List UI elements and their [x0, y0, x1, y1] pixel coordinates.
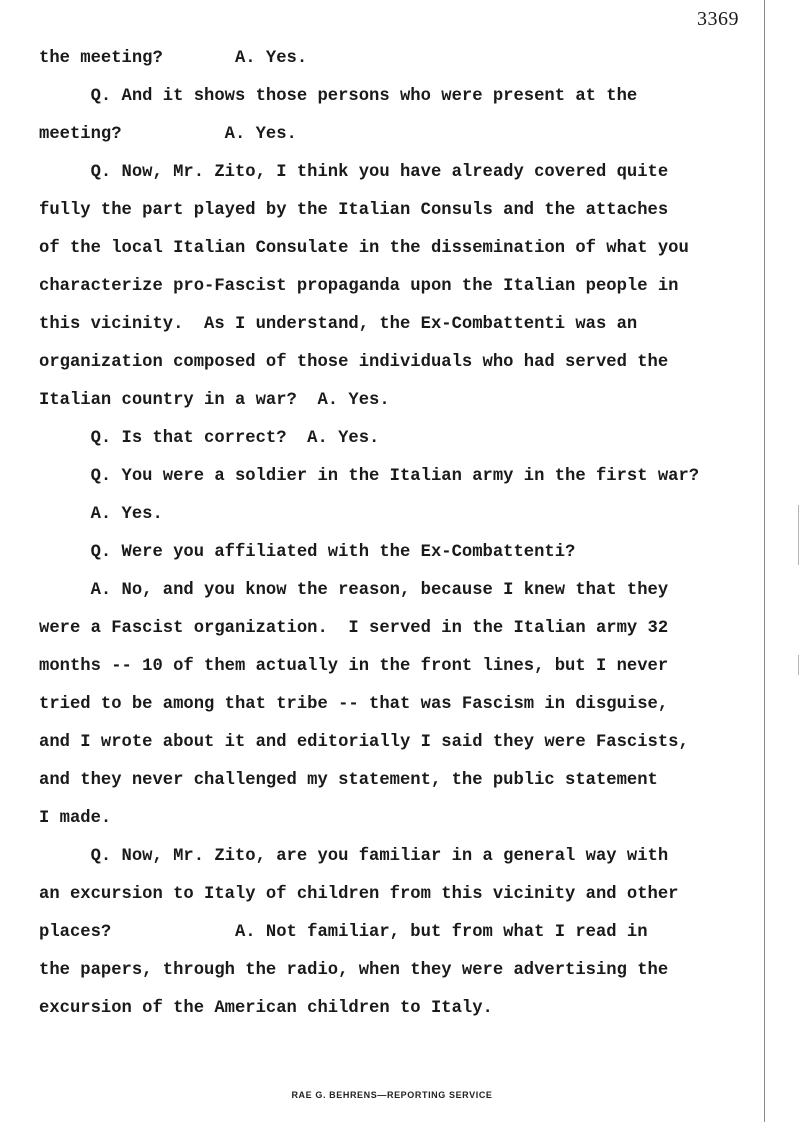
- transcript-line: excursion of the American children to Italy.: [39, 999, 493, 1018]
- transcript-body: [39, 40, 799, 1028]
- transcript-line: fully the part played by the Italian Consuls and the attaches: [39, 201, 669, 220]
- transcript-line: I made.: [39, 809, 112, 828]
- transcript-line: meeting? A. Yes.: [39, 125, 297, 144]
- transcript-line: the meeting? A. Yes.: [39, 49, 308, 68]
- transcript-line: Q. Were you affiliated with the Ex-Combattenti?: [39, 543, 576, 562]
- transcript-line: places? A. Not familiar, but from what I read in: [39, 923, 648, 942]
- transcript-line: this vicinity. As I understand, the Ex-Combattenti was an: [39, 315, 638, 334]
- transcript-line: the papers, through the radio, when they were advertising the: [39, 961, 669, 980]
- transcript-line: organization composed of those individuals who had served the: [39, 353, 669, 372]
- transcript-line: Q. You were a soldier in the Italian army in the first war?: [39, 467, 700, 486]
- transcript-line: tried to be among that tribe -- that was Fascism in disguise,: [39, 695, 669, 714]
- transcript-line: an excursion to Italy of children from this vicinity and other: [39, 885, 679, 904]
- transcript-line: and they never challenged my statement, the public statement: [39, 771, 658, 790]
- transcript-line: A. No, and you know the reason, because I knew that they: [39, 581, 669, 600]
- reporting-service-footer: RAE G. BEHRENS—REPORTING SERVICE: [291, 1090, 493, 1100]
- transcript-line: A. Yes.: [39, 505, 163, 524]
- page-number: 3369: [697, 8, 739, 30]
- transcript-line: were a Fascist organization. I served in the Italian army 32: [39, 619, 669, 638]
- transcript-line: Q. Now, Mr. Zito, I think you have already covered quite: [39, 163, 669, 182]
- transcript-line: Q. Now, Mr. Zito, are you familiar in a general way with: [39, 847, 669, 866]
- transcript-line: characterize pro-Fascist propaganda upon the Italian people in: [39, 277, 679, 296]
- transcript-line: Q. And it shows those persons who were present at the: [39, 87, 638, 106]
- transcript-line: Italian country in a war? A. Yes.: [39, 391, 390, 410]
- transcript-line: months -- 10 of them actually in the front lines, but I never: [39, 657, 669, 676]
- transcript-line: Q. Is that correct? A. Yes.: [39, 429, 380, 448]
- transcript-line: of the local Italian Consulate in the dissemination of what you: [39, 239, 689, 258]
- transcript-line: and I wrote about it and editorially I said they were Fascists,: [39, 733, 689, 752]
